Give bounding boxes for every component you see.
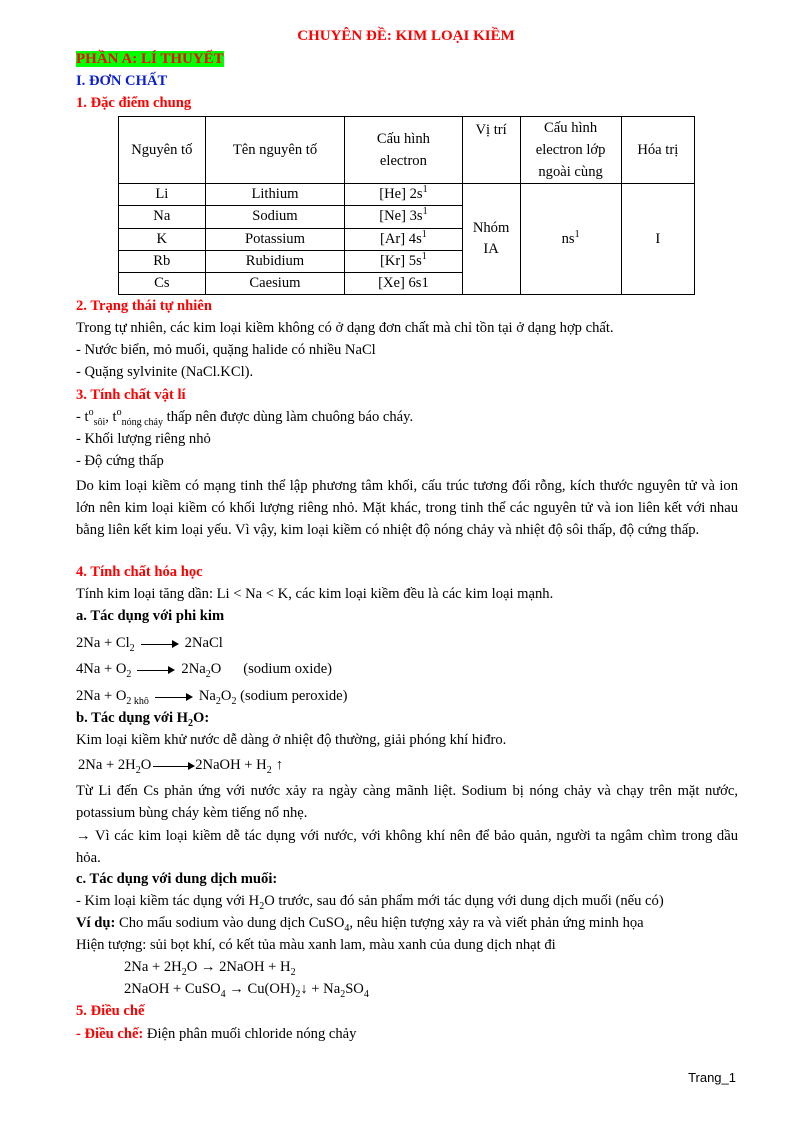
cell-config: [Ar] $4s^1$ (345, 228, 462, 250)
cell-name: Rubidium (205, 250, 345, 272)
cell-config: [Kr] $5s^1$ (345, 250, 462, 272)
cell-name: Lithium (205, 184, 345, 206)
s3-paragraph: Do kim loại kiềm có mạng tinh thể lập phương tâm khối, cấu trúc tương đối rỗng, kích thước nguyên tử và ion lớn nên kim loại kiềm có khối lượng riêng nhỏ. Mặt khác, trong tinh thể các nguyên tử và ion liên kết với nhau bằng liên kết kim loại yếu. Vì vậy, kim loại kiềm có nhiệt độ nóng chảy và nhiệt độ sôi thấp, độ cứng thấp. (76, 478, 738, 539)
cell-symbol: Na (119, 206, 206, 228)
section-1-heading: I. ĐƠN CHẤT (76, 73, 168, 89)
s2-line: - Quặng sylvinite (NaCl.KCl). (76, 364, 254, 380)
equation-a2: $4Na + O_2$ $2Na_2O$ (sodium oxide) (76, 661, 333, 680)
reaction-arrow-icon (153, 761, 195, 771)
cell-config: [Ne] $3s^1$ (345, 206, 462, 228)
reaction-arrow-icon (155, 692, 193, 702)
s4-intro: Tính kim loại tăng dần: Li < Na < K, các kim loại kiềm đều là các kim loại mạnh. (76, 586, 554, 602)
table-row (119, 184, 695, 206)
s2-heading: 2. Trạng thái tự nhiên (76, 298, 212, 314)
gas-arrow-icon: ↑ (275, 757, 283, 773)
equation-a3: $2Na + O_{2 khô}$ $Na_2O_2$ (sodium peroxide) (76, 688, 348, 707)
cell-position: Nhóm IA (462, 184, 520, 295)
s3-line-temperature: - $t^o_{sôi}$, $t^o_{nóng chảy}$ thấp nên được dùng làm chuông báo cháy. (76, 407, 414, 428)
element-table (118, 116, 695, 295)
s4b-paragraph: Từ Li đến Cs phản ứng với nước xảy ra ngày càng mãnh liệt. Sodium bị nóng chảy và chạy trên mặt nước, potassium bùng cháy kèm tiếng nổ nhẹ. (76, 783, 738, 822)
header-outer: Cấu hình electron lớp ngoài cùng (520, 117, 621, 184)
s4b-line: Kim loại kiềm khử nước dễ dàng ở nhiệt độ thường, giải phóng khí hiđro. (76, 732, 507, 748)
header-name: Tên nguyên tố (205, 117, 345, 184)
s4a-heading: a. Tác dụng với phi kim (76, 608, 225, 624)
s1-heading: 1. Đặc điểm chung (76, 95, 192, 111)
header-valence: Hóa trị (621, 117, 694, 184)
reaction-arrow-icon (137, 665, 175, 675)
table-header-row (119, 117, 695, 184)
s3-line: - Độ cứng thấp (76, 453, 164, 469)
equation-c1: $2Na + 2H_2O$ → 2NaOH + $H_2$ (124, 959, 296, 978)
s4c-example: Ví dụ: Cho mẩu sodium vào dung dịch CuSO$_4$, nêu hiện tượng xảy ra và viết phản ứng minh họa (76, 915, 644, 934)
header-symbol: Nguyên tố (119, 117, 206, 184)
cell-symbol: Cs (119, 273, 206, 295)
cell-config: [He] $2s^1$ (345, 184, 462, 206)
s2-line: Trong tự nhiên, các kim loại kiềm không có ở dạng đơn chất mà chỉ tồn tại ở dạng hợp chất. (76, 320, 614, 336)
cell-symbol: Li (119, 184, 206, 206)
s4b-paragraph-storage: → Vì các kim loại kiềm dễ tác dụng với nước, với không khí nên để bảo quản, người ta ngâm chìm trong dầu hỏa. (76, 828, 738, 867)
cell-name: Caesium (205, 273, 345, 295)
page-number: Trang_1 (688, 1070, 736, 1085)
s3-heading: 3. Tính chất vật lí (76, 387, 186, 403)
equation-c2: 2NaOH + CuSO$_4$ → $Cu(OH)_2↓ + Na_2SO_4$ (124, 981, 369, 1000)
s4b-heading: b. Tác dụng với $H_2O$: (76, 710, 210, 729)
cell-outer: $ns^1$ (520, 184, 621, 295)
part-a-label: PHẦN A: LÍ THUYẾT (76, 51, 224, 67)
equation-a1: $2Na + Cl_2$ 2NaCl (76, 635, 223, 654)
cell-symbol: Rb (119, 250, 206, 272)
s3-line: - Khối lượng riêng nhỏ (76, 431, 211, 447)
part-a-heading (76, 51, 224, 68)
document-title: CHUYÊN ĐỀ: KIM LOẠI KIỀM (297, 28, 515, 44)
cell-symbol: K (119, 228, 206, 250)
cell-valence: I (621, 184, 694, 295)
s4c-heading: c. Tác dụng với dung dịch muối: (76, 871, 278, 887)
s4-heading: 4. Tính chất hóa học (76, 564, 203, 580)
s5-heading: 5. Điều chế (76, 1003, 145, 1019)
cell-name: Potassium (205, 228, 345, 250)
equation-b1: $2Na + 2H_2O$ 2NaOH + $H_2$ ↑ (78, 757, 283, 776)
cell-name: Sodium (205, 206, 345, 228)
header-config: Cấu hình electron (345, 117, 462, 184)
reaction-arrow-icon (141, 639, 179, 649)
cell-config: [Xe] 6s1 (345, 273, 462, 295)
s4c-phenomenon: Hiện tượng: sủi bọt khí, có kết tủa màu xanh lam, màu xanh của dung dịch nhạt đi (76, 937, 556, 953)
header-position: Vị trí (462, 117, 520, 184)
s2-line: - Nước biển, mỏ muối, quặng halide có nhiều NaCl (76, 342, 376, 358)
s4c-line: - Kim loại kiềm tác dụng với $H_2O$ trước, sau đó sản phẩm mới tác dụng với dung dịch muối (nếu có) (76, 893, 664, 912)
s5-line: - Điều chế: Điện phân muối chloride nóng chảy (76, 1026, 357, 1042)
